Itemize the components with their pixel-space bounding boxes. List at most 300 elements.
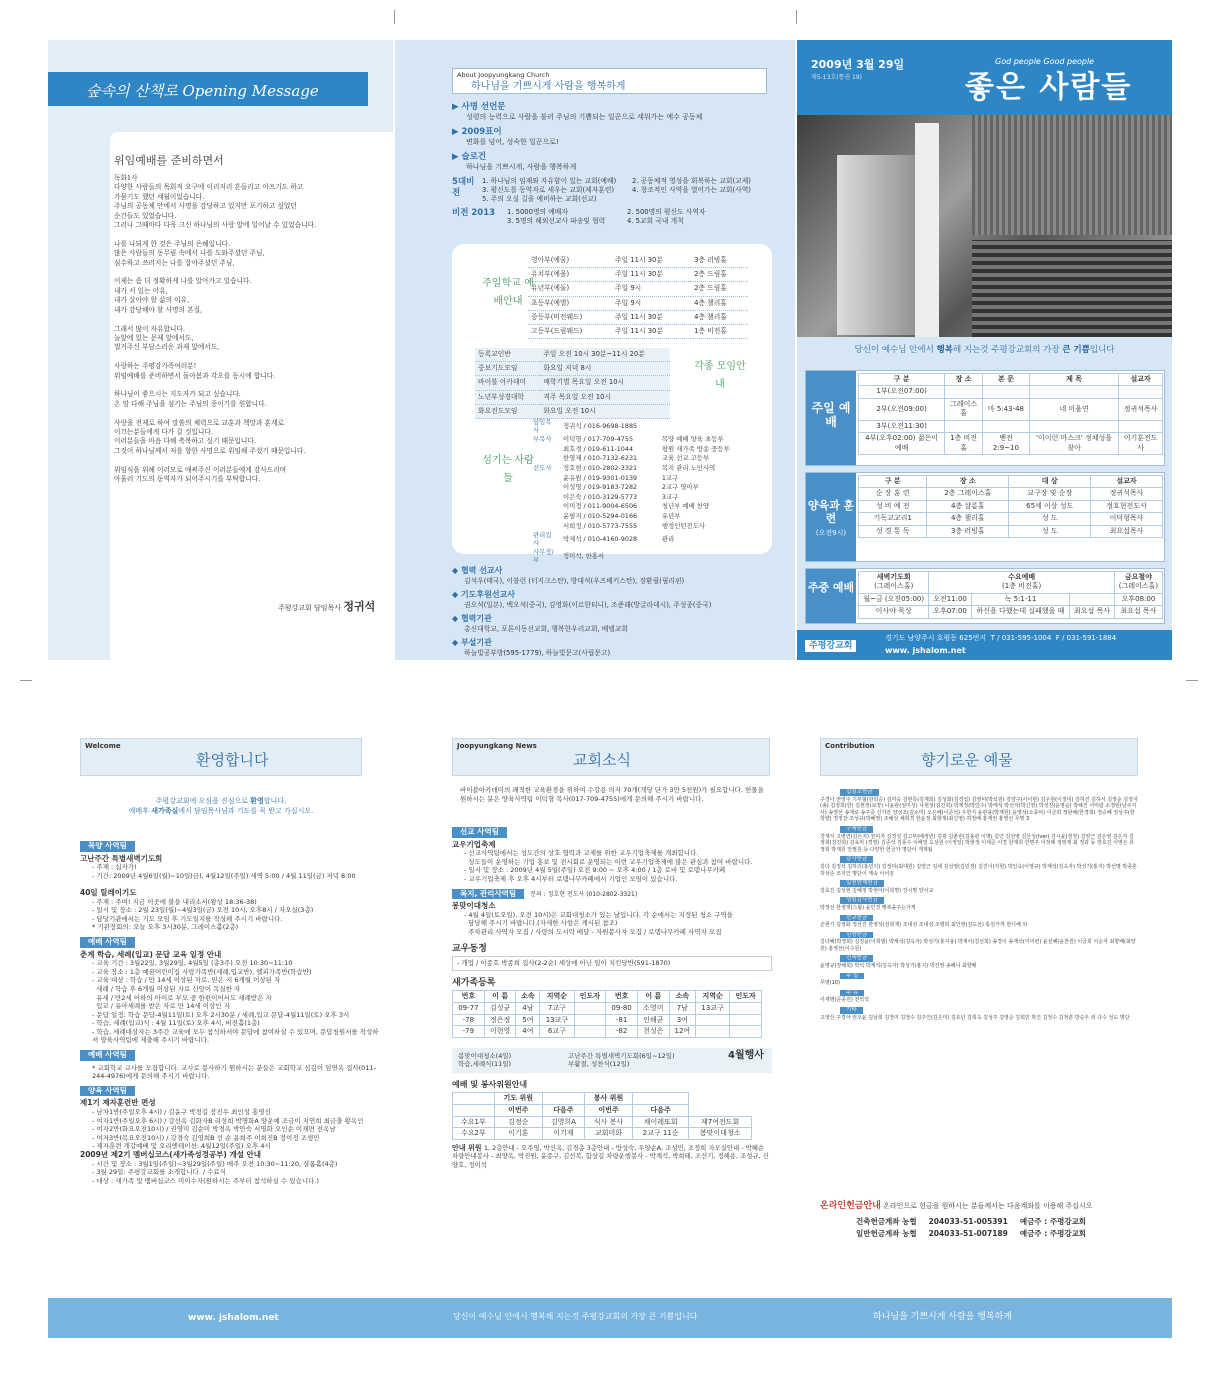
duty-cell: 2교구 11순 [632,1128,688,1140]
training-header: 대 상 [1009,476,1091,488]
links-list [452,566,782,662]
school-row-cell: 주일 9시 [612,296,691,310]
contrib-category: 기타 [840,1007,863,1014]
vision2013-item: 2. 500명의 평신도 사역자 [627,207,706,216]
school-row [528,254,748,268]
staff-row [530,454,750,464]
staff-name: 정귀석 / 016-9698-1885 [563,421,638,430]
training-row [859,500,1163,512]
staff-row [530,493,750,503]
training-cell: 이덕형목사 [1091,513,1163,525]
cover-header [797,40,1172,115]
duty-header: 이번주 [584,1105,632,1117]
duty-cell: 봄맞이대청소 [689,1128,752,1140]
cover-slogan [797,345,1172,356]
family-cell [696,1026,730,1038]
welcome-item: - 교육 기간 : 3월22일, 3월29일, 4월5일 (총3주) 오전 10:30~11:10 [92,959,293,968]
link-item [452,590,782,610]
midweek-hs: (1층 비전홀) [1002,582,1042,591]
welcome-item: * 교회학교 교사를 모집합니다. 교사로 봉사하기 원하시는 분들은 교회학교 심김이 임연옥 집사(011-244-4976)에게 문의해 주시기 바랍니다. [92,1063,376,1081]
staff-role [530,483,560,493]
midweek-h: 수요예배 [1008,573,1036,581]
contrib-names: 이재명(문종원) 천석석 [820,997,869,1004]
family-cell: 김성균 [484,1002,516,1014]
staff-row [530,474,750,484]
church-website[interactable]: www. jshalom.net [885,646,966,655]
message-line [114,456,389,465]
midweek-cell: 월~금 (오전05:00) [859,593,929,605]
staff-row [530,512,750,522]
family-cell: 3여 [669,1014,695,1026]
worship-row [859,398,1163,420]
contrib-category: 십일조헌금 [840,789,879,796]
link-value: 권오석(일본), 백오석(중국), 김영화(이르한티니), 조준래(방글라데시), 주성종(중국) [464,600,712,609]
meeting-row-cell: 주일 오전 10시 30분~11시 20분 [540,348,670,362]
school-row-cell: 2층 드림홀 [691,282,748,296]
welcome-item: 2009년 제2기 멤버십코스(새가족성경공부) 개설 안내 [80,1150,262,1159]
worship-table [858,373,1163,455]
worship-cell [945,386,983,398]
duty-header [632,1093,688,1105]
footer-web[interactable]: www. jshalom.net [188,1313,279,1323]
training-cell: 교구장 및 순장 [1009,488,1091,500]
family-cell [730,1026,762,1038]
worship-cell [945,420,983,432]
vision5-item: 3. 평신도를 동역자로 세우는 교회(제자훈련) [482,185,615,194]
news-item: 교우기업축제 [452,839,496,849]
duty-head [453,1105,752,1117]
welcome-item: 춘계 학습, 세례(입교) 문답 교육 일정 안내 [80,949,222,959]
contrib-category: 선교헌금 [840,915,873,922]
message-line: 이제는 좀 더 정확하게 나를 알아가고 있습니다. [114,277,252,286]
welcome-header [80,738,362,776]
staff-row [530,548,750,565]
contrib-body [820,786,1138,1198]
contrib-names: 윤영규(장해희) 박석 박계석(김옥자) 박성기(홍지) 박진영 송혜니 최향배 [820,963,977,970]
vision2013-label: 비전 2013 [452,207,496,218]
contrib-panel [820,738,1165,1298]
link-item [452,638,782,658]
worship-cell: 1층 비전홀 [945,433,983,455]
school-row [528,324,748,338]
news-item: 봉맞이대청소 [452,901,496,911]
slogan-happy: 행복 [936,345,953,355]
family-cell [730,1002,762,1014]
staff-duty: 1교구 [661,473,679,482]
contrib-names: 무명(10) [820,980,840,987]
duty-header: 기도 위원 [494,1093,542,1105]
message-line [114,381,389,390]
account-row [850,1228,1092,1240]
contrib-header [820,738,1138,776]
message-card [110,132,393,660]
family-table [452,990,762,1037]
duty-cell: 김정순 [494,1116,542,1128]
family-cell [696,1014,730,1026]
school-label: 주일학교 예배안내 [482,278,534,307]
news-body [452,822,772,1170]
welcome-item: - 제자훈련 개강예배 및 오리엔테이션: 4월12일(주일) 오후 4시 [92,1142,271,1151]
family-cell: 13교구 [696,1002,730,1014]
msg2c: 에서 담임목사님과 기도를 꼭 받고 가십시오. [178,807,314,815]
duty-cell: 채이레또회 [632,1116,688,1128]
staff-duty [659,548,750,565]
contrib-names: 김다 김정석 김하의(홍민의) 김정미(최대원) 김양근 김세 김선영(김민정) 김진이(지현) 박인옥(이영규) 박계석(김옥자) 박성기(홍지) 박선명 박종훈 허상준 조지인 명단이 계속 이어짐 [820,863,1137,877]
training-cell: 성 비 예 전 [859,500,927,512]
message-line: 그래서 많이 자유합니다. [114,324,185,333]
training-cell: 순 장 훈 련 [859,488,927,500]
contrib-category: 건축헌금 [840,955,873,962]
duty-header: 다음주 [542,1105,584,1117]
cover-issue: 제5-13호(통권 19) [811,74,863,81]
family-header: 인도자 [730,991,762,1003]
staff-role [530,522,560,532]
news-title: 교회소식 [573,751,631,769]
cross-tower [915,123,939,337]
training-cell: 성 도 [1009,513,1091,525]
about-value: 하나님을 기쁘시게, 사람을 행복하게 [466,163,577,172]
school-row-cell: 2층 드림홀 [691,268,748,282]
welcome-item: - 일시 및 장소 : 2월 23일(월)~4월3일(금) 오전 10시, 오후8시 / 자오실(3층) [92,906,314,915]
staff-name: 이덕형 / 017-709-4755 [563,435,634,444]
training-row [859,488,1163,500]
account-cell: 예금주 : 주평강교회 [1019,1229,1087,1239]
welcome-item: 제1기 제자훈련반 편성 [80,1098,156,1108]
staff-row [530,502,750,512]
contrib-names: 김효진 김성현 김혜정 박현아(이희명) 강시명 양사교 [820,887,934,894]
msg1b: 환영 [250,797,264,805]
school-row-cell: 영아부(예꿈) [528,254,612,268]
april-events [452,1048,772,1073]
school-row [528,296,748,310]
family-cell: 12여 [669,1026,695,1038]
section-bar: 예배 사역팀 [80,937,135,948]
message-line: 내가 감당해야 할 사명의 본질, [114,305,203,314]
welcome-item: 세례 / 학습 후 6개월 이상된 자로 신앙이 독실한 자 [92,984,241,993]
midweek-h: 새벽기도회 [876,573,911,581]
duty-cell: 수요1부 [453,1116,495,1128]
message-line [114,353,389,362]
midweek-cell: 녹 5:1-11 [971,593,1070,605]
contrib-category: 구제헌금 [840,826,873,833]
family-cell: -82 [606,1026,638,1038]
link-value: 김석우(태국), 이블런 (터지크스탄), 방대석(우즈베키스탄), 장환필(필리핀) [464,576,685,585]
family-cell: 인해균 [637,1014,669,1026]
slogan-joy: 큰 기쁨 [1062,345,1090,355]
staff-role: 부목사 [533,435,552,444]
april-item: 고난주간 특별새벽기도회(6일~12일) [568,1051,675,1060]
contact-bar [797,630,1172,660]
school-row-cell: 유치부(예움) [528,268,612,282]
staff-name: 윤유원 / 019-9301-0139 [563,473,638,482]
family-header: 번호 [453,991,485,1003]
about-item [452,152,782,173]
training-cell: 65세 이상 성도 [1009,500,1091,512]
worship-cell [982,386,1029,398]
contrib-names: 구경아 권영주 기부형(한희승) 김미숙 김현특(김재희) 김성화(김경섭) 김영미(박석광) 김양구(사이현) 김우현(이정미) 김하진 김하서 김정순 김정자(송) 김정희(한) 김현정(보장) 나윤관(심미성) 나현성(김진희) 박계정(박인수) 박태석 박선자(박신영) 박성진(윤영순) 박해진 서미람 소정빈(남주지사) 송영선 송재로 송주준 신기만 양성조(김소미) 오은혜(이준석) 우한지 윤관용(박재원) 윤영석(소종덕) 이금희 정판해(한경희) 정승혜 정상주(한학향) 정정찬 조성규(박혜영) 조혜성 채희경 한윤정 최항재(최신영) 허정배 홍계권 홍영선 무명 3 [820,796,1138,823]
opening-message-title: 숲속의 산책로 Opening Message [86,82,319,100]
april-item: 봄맞이대청소(4일) [458,1051,512,1060]
midweek-header [1114,572,1162,594]
about-key: ▶ 2009표어 [452,126,502,137]
about-items [452,102,782,226]
staff-duty: 행정인턴전도사 [661,521,706,530]
school-row [528,282,748,296]
news-item: - 선교사역팀에서는 성도간의 상호 협력과 교제를 위한 교우기업축제를 개최합니다. [464,849,699,858]
school-row-cell: 주일 11시 30분 [612,310,691,324]
account-table [850,1216,1092,1240]
family-header: 소속 [516,991,540,1003]
midweek-cell: 이사야 묵상 [859,606,929,618]
family-cell: 4남 [516,1002,540,1014]
staff-row [530,483,750,493]
vision2013-item: 1. 5000명의 예배자 [507,207,568,216]
crop-mark [20,680,32,681]
address: 경기도 남양주시 호평동 625번지 [885,634,987,642]
welcome-panel [48,738,393,1298]
about-label: About Joopyungkang Church [457,71,550,79]
duty-cell: 교회미화 [584,1128,632,1140]
staff-role [530,445,560,455]
meeting-row [475,348,670,362]
welcome-title: 환영합니다 [196,751,269,769]
message-line: 많은 사람들의 동무림 속에서 나를 도와주셨던 주님, [114,249,265,258]
contrib-category: 감사헌금 [840,856,873,863]
fax: F / 031-591-1884 [1055,634,1117,642]
news-panel [452,738,782,1298]
worship-block [805,370,1165,466]
family-header: 이 름 [484,991,516,1003]
family-cell: 소영미 [637,1002,669,1014]
welcome-item: - 여자3반(목요오전10시) / 강경숙 김영희B 선 순 윤희주 이희진B 정이정 조생민 [92,1133,320,1142]
contrib-category: 주 일 [840,973,864,980]
contrib-category: 생일감사헌금 [840,897,884,904]
msg2b: 새가족실 [151,807,179,815]
about-key: ▶ 슬로건 [452,151,487,162]
family-cell [730,1014,762,1026]
vision5-block [452,177,782,204]
welcome-item: * 기관장회의: 오늘 오후 3시30분, 그레이스홀(2층) [92,923,239,932]
april-item: 학습,세례식(11일) [458,1060,512,1069]
midweek-block [805,568,1165,624]
welcome-item: 입교 / 유아세례를 받은 자로 만 14세 이상인 자 [92,1002,230,1011]
worship-cell: 2부(오전09:00) [859,398,945,420]
church-address [885,634,1116,643]
opening-message-header [48,72,368,106]
school-row-cell: 주일 11시 30분 [612,268,691,282]
staff-duty: 유년부 [661,511,681,520]
staff-duty: 청년부 예배 찬양 [661,502,710,511]
training-cell: 4층 챌리홀 [927,513,1009,525]
duty-header: 이번주 [494,1105,542,1117]
family-row [453,1026,762,1038]
april-grid [458,1052,718,1069]
contrib-names: 박정선 한생개(스왑) 윤인경 행복을주는가게 [820,904,916,911]
welcome-item: 유세 / 만2세 이하의 아이로 부모 중 한편이어서도 세례받은 자 [92,993,272,1002]
family-cell: 6교구 [540,1026,574,1038]
message-line: 사랑을 전제로 하여 말씀의 체력으로 교훈과 책망과 훈계로 [114,418,284,427]
slogan-pre: 당신이 예수님 안에서 [854,345,937,355]
message-line: 위임예배를 준비하면서 돌아봄과 각오를 동시에 합니다. [114,371,276,380]
news-item: 성도들이 운영하는 기업 홍보 및 전시회로 운영되는 이번 교우기업축제에 많은 관심과 참여 바랍니다. [464,857,753,866]
message-line: 늘앞에 있는 문제 앞에서도, [114,333,194,342]
staff-name: 정호현 / 010-2802-3321 [563,463,638,472]
meeting-row-cell: 화요일 저녁 8시 [540,362,670,376]
online-giving [820,1200,1138,1240]
online-label: 온라인헌금안내 [820,1201,881,1211]
church-logo: 주평강교회 [805,640,856,652]
message-line: 하나님이 좋으시는 지도자가 되고 싶습니다. [114,390,241,399]
meetings-table [475,348,670,419]
welcome-item: - 기간: 2009년 4월6일(월)~10일(금), 4월12일(주일) 새벽 5:00 / 4월 11일(금) 저녁 8:00 [92,871,356,880]
family-cell [574,1026,606,1038]
staff-row [530,464,750,474]
midweek-hs: (그레이스홀) [874,582,914,591]
message-line: 그러나 그때마다 다욱 크신 하나님의 사랑 앞에 일어날 수 있었습니다. [114,221,317,230]
account-cell: 건축헌금계좌 농협 [856,1217,917,1227]
contrib-category: 주 유 [840,990,864,997]
training-cell: 성 경 통 독 [859,525,927,537]
midweek-header [859,572,929,594]
staff-name: 한영재 / 010-7132-6231 [563,454,638,463]
welcome-item: - 문답 일정: 학습 문답-4월11일(토) 오후 2시30분 / 세례,입교 문답-4월11일(토) 오후 3시 [92,1010,350,1019]
staff-duty: 평원 새가족 방송 중등부 [661,444,730,453]
welcome-msg [80,796,362,816]
duty-cell: 식사 봉사 [584,1116,632,1128]
vision2013-item: 3. 5명의 해외선교사 파송및 협력 [507,216,606,225]
staff-row [530,531,750,548]
staff-duty [659,418,750,435]
welcome-item: - 여자2반(화요오전10시) / 권영미 김순미 박경옥 박안숙 서명화 오인순 이재면 전옥남 [92,1125,336,1134]
meeting-row-cell: 화요전도모임 [475,404,540,418]
link-key: ◆ 협력기관 [452,613,492,623]
about-value: 변화를 넘어, 성숙한 일꾼으로! [466,138,559,147]
welcome-item: - 학습, 세례대상자는 3주간 교육에 모두 참석하셔야 문답에 참여하실 수 있으며, 문답청원서를 작성하셔 양육사역팀에 제출해 주시기 바랍니다. [92,1027,379,1045]
message-line [114,230,389,239]
about-item [452,127,782,148]
family-cell: -78 [453,1014,485,1026]
section-bar: 선교 사역팀 [452,827,507,838]
cover-title: 좋은 사람들 [965,70,1133,105]
training-row [859,513,1163,525]
message-line: 독화1사 [114,174,138,182]
account-row [850,1216,1092,1228]
meeting-row [475,362,670,376]
footer-bar [48,1298,1172,1338]
msg2: 예배후 [128,807,152,815]
contrib-title: 향기로운 예물 [921,751,1013,769]
guide [452,1144,772,1170]
staff-name: 정미석, 한홍서 [563,552,605,561]
cover-tagline: God people Good people [995,57,1095,66]
school-row-cell: 중등부(비전웨드) [528,310,612,324]
message-line: 다양한 사람들의 목회적 요구에 이리저리 흔들리고 아프기도 하고 [114,183,304,192]
news-item: - 개업 / 이종호 박종희 집사(2-2순) 세상에 아닌 일이 치킨당반(591-1870) [452,956,772,971]
section-bar: 양육 사역팀 [80,1086,135,1097]
staff-duty: 복지 관리 노인사역 [661,463,716,472]
family-header: 지역순 [696,991,730,1003]
school-row-cell: 주일 11시 30분 [612,254,691,268]
family-cell: 7남 [669,1002,695,1014]
duty-table [452,1092,752,1139]
vision2013-block [452,208,782,226]
contrib-names: 김다혜(박경희) 김정윤(이희범) 박계석(김옥자) 박성기(홍지용) 박재이(김선희) 송경이 송재석(이미련) 윤선혜(윤찬원) 이금희 이순자 최향배(최양원) 홍영선(이수원) [820,939,1136,952]
welcome-en: Welcome [85,742,121,750]
worship-cell: 정귀석목사 [1119,398,1163,420]
welcome-item: - 학습, 세례(입교)식 : 4월 11일(토) 오후 4시, 비전홀(1층) [92,1019,260,1028]
staff-duty: 관리 [661,534,675,543]
family-row [453,1002,762,1014]
crop-mark [796,10,797,24]
meetings-label: 각종 모임안내 [694,361,746,390]
message-line [114,315,389,324]
duty-header: 봉사 위원 [584,1093,632,1105]
signature-block [278,600,375,615]
welcome-item: - 주제 : 십자가! [92,863,137,872]
duty-header [453,1093,495,1105]
staff-duty: 교육 선교 고등부 [661,454,710,463]
april-label: 4월행사 [728,1049,764,1061]
meeting-row-cell: 중보기도모임 [475,362,540,376]
staff-role [530,454,560,464]
welcome-item: - 주제 : 주여! 지금 이곳에 불을 내리소서(왕상 18:36-38) [92,897,257,906]
staff-duty: 목양 예배 양육 초등부 [661,435,724,444]
worship-header: 제 목 [1029,374,1118,386]
family-cell: 09-77 [453,1002,485,1014]
training-label [806,473,856,561]
family-cell: 천성은 [637,1026,669,1038]
staff-name: 최호경 / 019-611-1044 [563,444,634,453]
vision5-item: 1. 하나님의 임재와 자유함이 있는 교회(예배) [482,176,617,185]
school-row-cell: 1층 비전홀 [691,324,748,338]
welcome-item: - 교육 대상 : 학습 / 만 14세 이상된 자로, 믿은 지 6개월 이상된 자 [92,976,281,985]
staff-role [530,512,560,522]
message-title: 위임예배를 준비하면서 [114,154,224,167]
about-item [452,102,782,123]
choir-photo [972,240,1172,337]
welcome-item: - 대상 : 새가족 및 멤버십코스 미이수자(원하시는 주부터 참석하실 수 있습니다.) [92,1176,319,1185]
school-row-cell: 4층 챌리홀 [691,296,748,310]
staff-table [530,418,750,566]
midweek-cell: 하신을 다했는데 실패했을 때 [971,606,1070,618]
worship-cell [1119,386,1163,398]
worship-header: 본 문 [982,374,1029,386]
welcome-item: - 담당기관에서는 기도 모임 후 기도일지를 작성해 주시기 바랍니다. [92,914,283,923]
contrib-names: 강재지 고병연(김은지) 권미자 김경성 김고부(배정빈) 김광 김춘빈(김용관 이명) 김인 김선영 김산성(Iver) 김시윤(정정) 김양근 김은영 김은자 김정희(김진희) 김육익 (경영) 김준석 김풍수 이배열 도상원 (이정일) 박현정 이세준 이경 한재희 한명주 이정례 정영재 최 정과 등 장호진 이영은 류정희 박재원 안필원 등 다양한 헌금자 명단이 게재됨 [820,833,1134,853]
footer-motto: 하나님을 기쁘시게 사람을 행복하게 [873,1312,1012,1322]
link-item [452,566,782,586]
message-line: 아울러 기도의 동역자가 되어주시기를 부탁합니다. [114,475,261,483]
training-cell: 성 도 [1009,525,1091,537]
meeting-row [475,376,670,390]
staff-row [530,418,750,435]
staff-role: 담임목사 [533,418,552,434]
message-line: 주님의 공동체 안에서 사명을 감당하고 있지만 포기하고 싶었던 [114,202,297,211]
church-building [837,155,927,335]
midweek-hs: (그레이스홀) [1118,582,1159,591]
church-photo [797,115,1172,337]
staff-duty: 2교구 영아부 [661,483,699,492]
duty-cell: 제7여전도회 [689,1116,752,1128]
about-key: ▶ 사명 선언문 [452,102,506,112]
account-cell: 204033-51-005391 [928,1217,1008,1227]
training-cell: 4층 샬롬홀 [927,500,1009,512]
worship-header: 구 분 [859,374,945,386]
message-line: 이끄는분들에게 다가 갈 것입니다. [114,427,213,436]
staff-row [530,435,750,445]
section-bar: 예배 사역팀 [80,1050,135,1061]
family-header: 이 름 [637,991,669,1003]
